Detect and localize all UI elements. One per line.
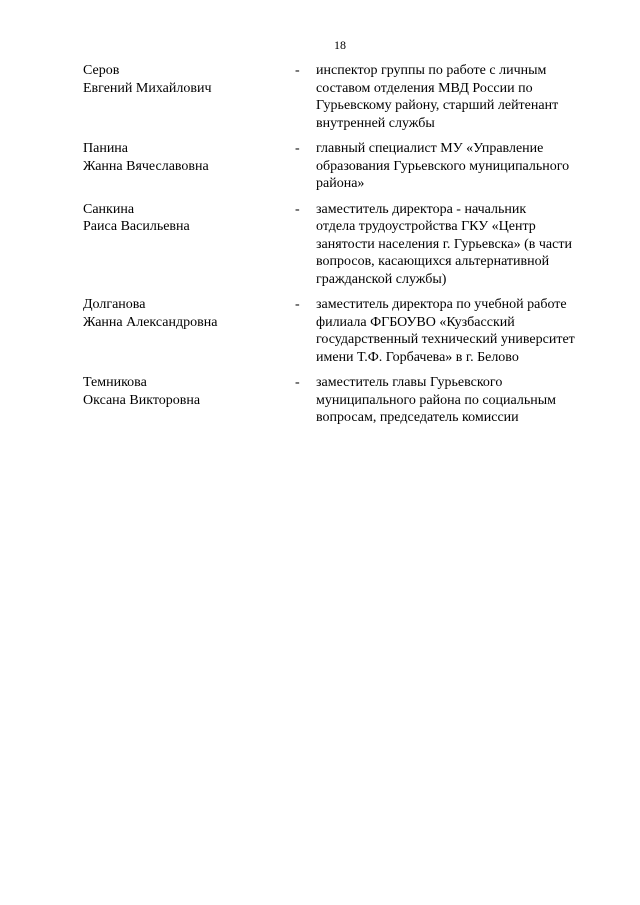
member-position-line: образования Гурьевского муниципального [316, 158, 570, 174]
member-dash: - [295, 375, 300, 390]
member-row [83, 296, 603, 366]
member-dash: - [295, 63, 300, 78]
member-position-line: главный специалист МУ «Управление [316, 141, 544, 156]
member-position-line: вопросов, касающихся альтернативной [316, 254, 550, 269]
member-given-names: Раиса Васильевна [83, 219, 190, 234]
page-number: 18 [334, 38, 346, 52]
member-surname: Панина [83, 141, 129, 156]
member-position-line: заместитель директора - начальник [316, 201, 527, 217]
member-position [316, 201, 603, 289]
member-row [83, 62, 603, 132]
member-given-names: Жанна Александровна [83, 314, 218, 330]
member-position-line: заместитель главы Гурьевского [316, 375, 503, 390]
member-position-line: гражданской службы) [316, 271, 447, 287]
member-position-line: филиала ФГБОУВО «Кузбасский [316, 314, 515, 330]
member-name [83, 374, 283, 409]
member-position-line: района» [316, 176, 365, 191]
member-name [83, 62, 283, 97]
member-position-line: имени Т.Ф. Горбачева» в г. Белово [316, 349, 519, 365]
member-position-line: вопросам, председатель комиссии [316, 410, 519, 425]
member-position-line: муниципального района по социальным [316, 392, 556, 408]
member-position-line: заместитель директора по учебной работе [316, 297, 567, 312]
member-row [83, 140, 603, 193]
member-position [316, 140, 603, 193]
member-dash: - [295, 141, 300, 156]
commission-member-list [83, 62, 603, 435]
member-name [83, 140, 283, 175]
member-dash: - [295, 297, 300, 312]
member-surname: Темникова [83, 375, 147, 390]
member-position [316, 296, 603, 366]
member-position-line: Гурьевскому району, старший лейтенант [316, 98, 559, 113]
member-row [83, 374, 603, 427]
member-name [83, 296, 283, 331]
member-surname: Серов [83, 63, 120, 78]
member-position-line: внутренней службы [316, 115, 435, 131]
member-name [83, 201, 283, 236]
member-position-line: составом отделения МВД России по [316, 80, 533, 96]
member-position-line: занятости населения г. Гурьевска» (в части [316, 236, 572, 252]
member-position [316, 62, 603, 132]
member-position-line: инспектор группы по работе с личным [316, 63, 547, 78]
member-given-names: Евгений Михайлович [83, 80, 212, 96]
member-row [83, 201, 603, 289]
member-given-names: Оксана Викторовна [83, 392, 201, 408]
member-surname: Долганова [83, 297, 146, 312]
member-given-names: Жанна Вячеславовна [83, 158, 209, 174]
member-position [316, 374, 603, 427]
member-position-line: отдела трудоустройства ГКУ «Центр [316, 219, 536, 234]
member-dash: - [295, 201, 300, 217]
member-position-line: государственный технический университет [316, 332, 575, 347]
member-surname: Санкина [83, 201, 135, 217]
